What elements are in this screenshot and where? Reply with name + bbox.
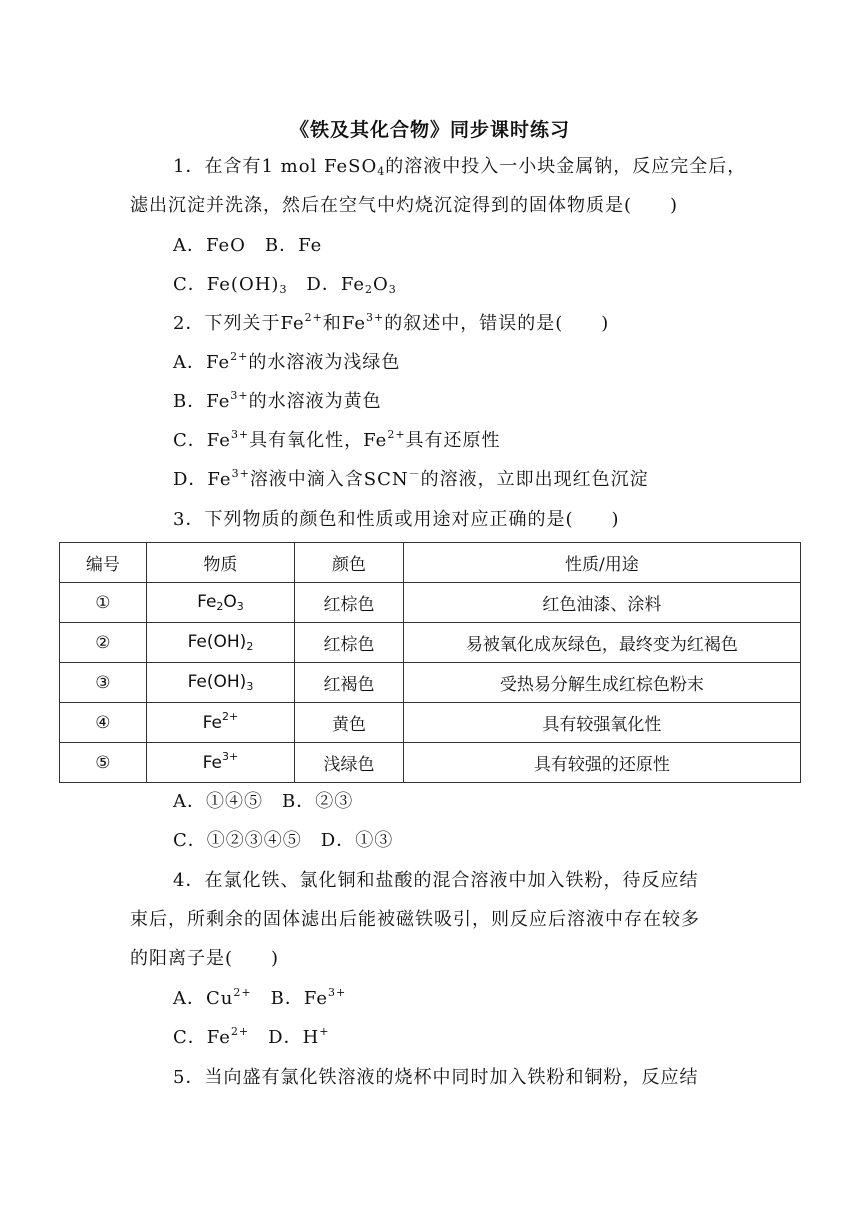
subscript: 2 — [246, 640, 254, 653]
q2-option-a — [173, 348, 400, 374]
q2-text: 2．下列关于Fe — [173, 313, 305, 334]
table-cell-num: ⑤ — [60, 743, 147, 783]
subscript: 3 — [388, 283, 397, 296]
option-text: 具有还原性 — [405, 430, 501, 451]
q1-options-cd — [173, 270, 397, 296]
superscript: 3+ — [231, 467, 250, 480]
subscript: 4 — [377, 165, 386, 178]
option-text: 的溶液，立即出现红色沉淀 — [420, 469, 649, 490]
q1-stem-line1 — [173, 152, 746, 178]
superscript: 2+ — [233, 986, 252, 999]
table-row — [60, 663, 801, 703]
formula-text: Fe — [197, 592, 217, 612]
option-text: D．H — [249, 1027, 320, 1048]
formula-text: Fe — [202, 752, 222, 773]
table-cell-use: 易被氧化成灰绿色，最终变为红褐色 — [403, 623, 800, 663]
q2-option-b — [173, 387, 382, 413]
table-header-cell: 性质/用途 — [403, 543, 800, 583]
superscript: 3+ — [366, 311, 385, 324]
formula-text: Fe(OH) — [187, 632, 247, 652]
q1-text: 1．在含有1 mol FeSO — [173, 156, 378, 177]
q2-stem — [173, 309, 609, 335]
table-cell-substance — [146, 663, 295, 703]
subscript: 3 — [236, 600, 244, 613]
superscript: 3+ — [230, 428, 250, 441]
q4-options-cd — [173, 1023, 330, 1049]
table-cell-use: 受热易分解生成红棕色粉末 — [403, 663, 800, 703]
superscript: － — [408, 467, 421, 480]
table-cell-substance — [146, 703, 295, 743]
q2-option-d — [173, 465, 649, 491]
table-cell-color: 红棕色 — [295, 583, 404, 623]
q1-options-ab: A．FeO B．Fe — [173, 235, 323, 256]
superscript: 2+ — [221, 709, 239, 723]
q2-option-c — [173, 426, 501, 452]
option-text: 溶液中滴入含SCN — [249, 469, 409, 490]
q4-stem-line1: 4．在氯化铁、氯化铜和盐酸的混合溶液中加入铁粉，待反应结 — [173, 870, 699, 891]
table-cell-color: 黄色 — [295, 703, 404, 743]
superscript: 2+ — [304, 311, 323, 324]
option-text: B．Fe — [173, 391, 231, 412]
q4-stem-line2: 束后，所剩余的固体滤出后能被磁铁吸引，则反应后溶液中存在较多 — [130, 909, 700, 930]
option-text: O — [373, 274, 389, 295]
table-row — [60, 623, 801, 663]
q5-stem-line1: 5．当向盛有氯化铁溶液的烧杯中同时加入铁粉和铜粉，反应结 — [173, 1067, 699, 1088]
q3-options-cd: C．①②③④⑤ D．①③ — [173, 830, 394, 851]
table-cell-use: 具有较强的还原性 — [403, 743, 800, 783]
table-cell-color: 浅绿色 — [295, 743, 404, 783]
table-header-row — [60, 543, 801, 583]
formula-text: O — [223, 592, 237, 612]
superscript: 3+ — [221, 749, 239, 763]
option-text: C．Fe — [173, 1027, 231, 1048]
table-cell-num: ③ — [60, 663, 147, 703]
superscript: 2+ — [230, 350, 249, 363]
table-cell-substance — [146, 623, 295, 663]
option-text: 具有氧化性，Fe — [249, 430, 388, 451]
page-title: 《铁及其化合物》同步课时练习 — [289, 119, 570, 141]
q4-options-ab — [173, 984, 346, 1010]
q3-table — [59, 542, 801, 783]
superscript: 2+ — [387, 428, 406, 441]
table-header-cell: 颜色 — [295, 543, 404, 583]
q2-text: 和Fe — [322, 313, 366, 334]
q3-options-ab: A．①④⑤ B．②③ — [173, 791, 354, 812]
formula-text: Fe — [202, 712, 222, 733]
subscript: 3 — [279, 283, 288, 296]
table-cell-substance — [146, 583, 295, 623]
table-row — [60, 583, 801, 623]
q4-stem-line3: 的阳离子是( ) — [130, 948, 280, 969]
option-text: C．Fe — [173, 430, 231, 451]
option-text: D．Fe — [173, 469, 232, 490]
table-cell-substance — [146, 743, 295, 783]
q1-text: 的溶液中投入一小块金属钠，反应完全后， — [385, 156, 747, 177]
superscript: + — [319, 1025, 330, 1038]
table-header-cell: 编号 — [60, 543, 147, 583]
option-text: 的水溶液为浅绿色 — [248, 352, 401, 373]
table-cell-num: ④ — [60, 703, 147, 743]
table-row — [60, 743, 801, 783]
option-text: C．Fe(OH) — [173, 274, 280, 295]
table-row — [60, 703, 801, 743]
option-text: B．Fe — [251, 988, 328, 1009]
subscript: 3 — [246, 680, 254, 693]
superscript: 3+ — [327, 986, 347, 999]
table-cell-color: 红褐色 — [295, 663, 404, 703]
table-cell-color: 红棕色 — [295, 623, 404, 663]
table-cell-use: 红色油漆、涂料 — [403, 583, 800, 623]
formula-text: Fe(OH) — [187, 672, 247, 692]
superscript: 3+ — [230, 389, 249, 402]
option-text: D．Fe — [287, 274, 366, 295]
table-cell-num: ② — [60, 623, 147, 663]
table-cell-use: 具有较强氧化性 — [403, 703, 800, 743]
q1-stem-line2: 滤出沉淀并洗涤，然后在空气中灼烧沉淀得到的固体物质是( ) — [130, 195, 679, 216]
table-cell-num: ① — [60, 583, 147, 623]
option-text: A．Cu — [173, 988, 234, 1009]
option-text: A．Fe — [173, 352, 231, 373]
superscript: 2+ — [230, 1025, 250, 1038]
table-header-cell: 物质 — [146, 543, 295, 583]
subscript: 2 — [216, 600, 224, 613]
q2-text: 的叙述中，错误的是( ) — [384, 313, 610, 334]
q3-stem: 3．下列物质的颜色和性质或用途对应正确的是( ) — [173, 509, 620, 530]
subscript: 2 — [365, 283, 374, 296]
option-text: 的水溶液为黄色 — [248, 391, 382, 412]
